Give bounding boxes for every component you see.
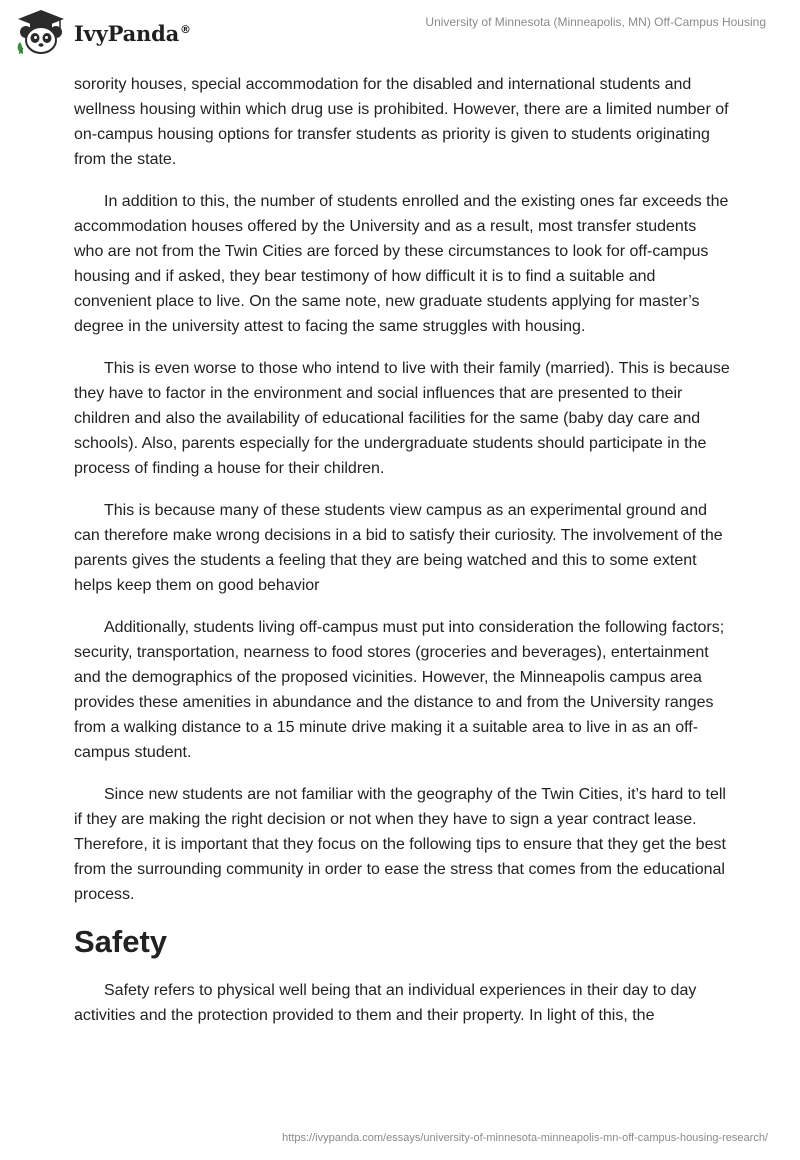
paragraph-continued: sorority houses, special accommodation for the disabled and international students and wellness housing within which drug use is prohibited. However, there are a limited number of on-campus housing options for transfer students as priority is given to students originating from the state. bbox=[74, 76, 729, 168]
brand-logo[interactable] bbox=[14, 8, 191, 56]
paragraph: Safety refers to physical well being that an individual experiences in their day to day activities and the protection provided to them and their property. In light of this, the bbox=[74, 982, 697, 1024]
document-title: University of Minnesota (Minneapolis, MN) Off-Campus Housing bbox=[425, 15, 766, 29]
section-heading-safety: Safety bbox=[74, 924, 168, 959]
essay-content bbox=[74, 72, 730, 1045]
paragraph: This is because many of these students view campus as an experimental ground and can therefore make wrong decisions in a bid to satisfy their curiosity. The involvement of the parents gives the students a feeling that they are being watched and this to some extent helps keep them on good behavior bbox=[74, 502, 723, 594]
panda-graduation-cap-icon bbox=[14, 8, 68, 56]
paragraph: In addition to this, the number of students enrolled and the existing ones far exceeds the accommodation houses offered by the University and as a result, most transfer students who are not from the Twin Cities are forced by these circumstances to look for off-campus housing and if asked, they bear testimony of how difficult it is to find a suitable and convenient place to live. On the same note, new graduate students applying for master’s degree in the university attest to facing the same struggles with housing. bbox=[74, 193, 729, 335]
paragraph: This is even worse to those who intend to live with their family (married). This is because they have to factor in the environment and social influences that are presented to their children and also the availability of educational facilities for the same (baby day care and schools). Also, parents especially for the undergraduate students should participate in the process of finding a house for their children. bbox=[74, 360, 730, 477]
paragraph: Since new students are not familiar with the geography of the Twin Cities, it’s hard to tell if they are making the right decision or not when they have to sign a year contract lease. Therefore, it is important that they focus on the following tips to ensure that they get the best from the surrounding community in order to ease the stress that comes from the educational process. bbox=[74, 786, 726, 903]
registered-mark: ® bbox=[180, 22, 191, 36]
paragraph: Additionally, students living off-campus must put into consideration the following factors; security, transportation, nearness to food stores (groceries and beverages), entertainment and the demographics of the proposed vicinities. However, the Minneapolis campus area provides these amenities in abundance and the distance to and from the University ranges from a walking distance to a 15 minute drive making it a suitable area to live in as an off-campus student. bbox=[74, 619, 725, 761]
page-header bbox=[0, 0, 800, 70]
brand-name: IvyPanda® bbox=[74, 20, 191, 46]
source-url[interactable]: https://ivypanda.com/essays/university-of-minnesota-minneapolis-mn-off-campus-housing-research/ bbox=[282, 1132, 768, 1144]
